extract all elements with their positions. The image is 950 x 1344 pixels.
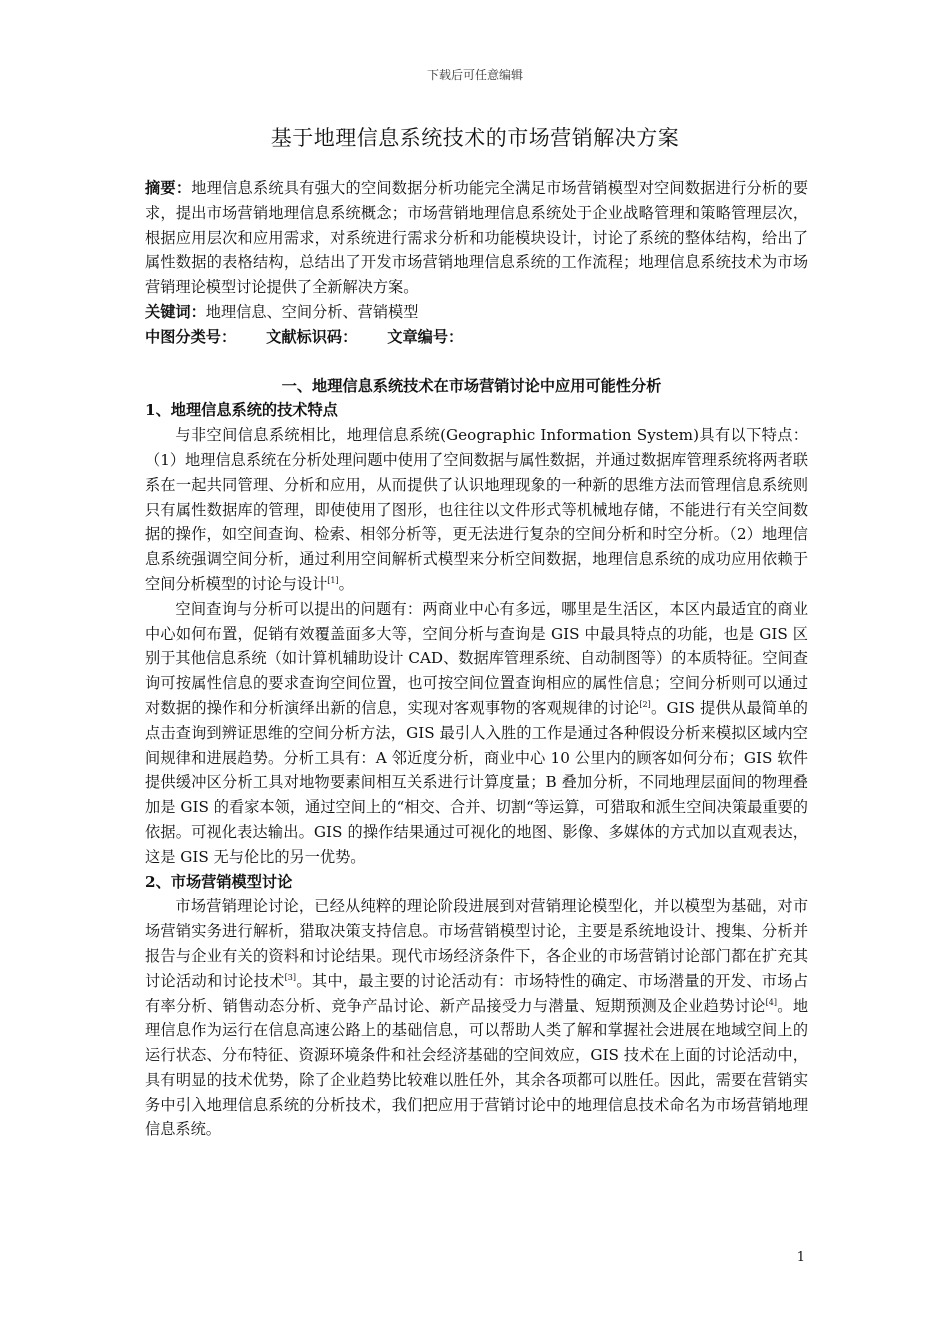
paragraph-3-text-a: 市场营销理论讨论，已经从纯粹的理论阶段进展到对营销理论模型化，并以模型为基础，对市场营销实务进行解析，猎取决策支持信息。市场营销模型讨论，主要是系统地设计、搜集、分析并报告与企业有关的资料和讨论结果。现代市场经济条件下，各企业的市场营销讨论部门都在扩充其讨论活动和讨论技术: [145, 897, 808, 990]
page-number: 1: [796, 1250, 805, 1265]
page-header: 下载后可任意编辑: [426, 68, 523, 82]
document-title: 基于地理信息系统技术的市场营销解决方案: [270, 126, 680, 150]
keywords-label: 关键词：: [145, 302, 206, 321]
abstract-text: 地理信息系统具有强大的空间数据分析功能完全满足市场营销模型对空间数据进行分析的要求，提出市场营销地理信息系统概念；市场营销地理信息系统处于企业战略管理和策略管理层次，根据应用层次和应用需求，对系统进行需求分析和功能模块设计，讨论了系统的整体结构，给出了属性数据的表格结构，总结出了开发市场营销地理信息系统的工作流程；地理信息系统技术为市场营销理论模型讨论提供了全新解决方案。: [145, 179, 809, 297]
abstract-label: 摘要：: [145, 179, 192, 197]
article-no-label: 文章编号：: [387, 327, 464, 346]
citation-ref-4: [4]: [765, 997, 777, 1007]
paragraph-2-text-b: 。GIS 提供从最简单的点击查询到辨证思维的空间分析方法，GIS 最引人入胜的工作是通过各种假设分析来模拟区域内空间规律和进展趋势。分析工具有：A 邻近度分析，商业中心 10 公里内的顾客如何分布；GIS 软件提供缓冲区分析工具对地物要素间相互关系进行计算度量；B 叠加分析，不同地理层面间的物理叠加是 GIS 的看家本领，通过空间上的“相交、合并、切割“等运算，可猎取和派生空间决策最重要的依据。可视化表达输出。GIS 的操作结果通过可视化的地图、影像、多媒体的方式加以直观表达，这是 GIS 无与伦比的另一优势。: [145, 698, 808, 866]
paragraph-3-text-b: 。其中，最主要的讨论活动有：市场特性的确定、市场潜量的开发、市场占有率分析、销售动态分析、竞争产品讨论、新产品接受力与潜量、短期预测及企业趋势讨论: [145, 971, 808, 1015]
paragraph-1-end: 。: [338, 574, 354, 593]
classification-line: [145, 325, 808, 350]
paragraph-1-text: 与非空间信息系统相比，地理信息系统(Geographic Information System)具有以下特点：（1）地理信息系统在分析处理问题中使用了空间数据与属性数据，并通过数据库管理系统将两者联系在一起共同管理、分析和应用，从而提供了认识地理现象的一种新的思维方法而管理信息系统则只有属性数据库的管理，即使使用了图形，也往往以文件形式等机械地存储，不能进行有关空间数据的操作，如空间查询、检索、相邻分析等，更无法进行复杂的空间分析和时空分析。（2）地理信息系统强调空间分析，通过利用空间解析式模型来分析空间数据，地理信息系统的成功应用依赖于空间分析模型的讨论与设计: [145, 426, 808, 593]
section-heading: 一、地理信息系统技术在市场营销讨论中应用可能性分析: [281, 376, 662, 395]
keywords-text: 地理信息、空间分析、营销模型: [205, 302, 419, 321]
keywords-line: [145, 300, 808, 325]
clc-label: 中图分类号：: [145, 327, 237, 346]
abstract-paragraph: [145, 176, 808, 300]
paragraph-3-text-c: 。地理信息作为运行在信息高速公路上的基础信息，可以帮助人类了解和掌握社会进展在地域空间上的运行状态、分布特征、资源环境条件和社会经济基础的空间效应，GIS 技术在上面的讨论活动中，具有明显的技术优势，除了企业趋势比较难以胜任外，其余各项都可以胜任。因此，需要在营销实务中引入地理信息系统的分析技术，我们把应用于营销讨论中的地理信息技术命名为市场营销地理信息系统。: [145, 996, 808, 1139]
citation-ref-3: [3]: [284, 972, 296, 982]
document-body: [145, 176, 808, 1142]
citation-ref-1: [1]: [327, 575, 339, 585]
citation-ref-2: [2]: [639, 699, 651, 709]
doc-code-label: 文献标识码：: [266, 327, 358, 346]
paragraph-1: [145, 423, 808, 597]
subsection-heading-1: 1、地理信息系统的技术特点: [145, 401, 338, 420]
paragraph-3: [145, 894, 808, 1142]
paragraph-2-text-a: 空间查询与分析可以提出的问题有：两商业中心有多远，哪里是生活区，本区内最适宜的商业中心如何布置，促销有效覆盖面多大等，空间分析与查询是 GIS 中最具特点的功能，也是 GIS 区别于其他信息系统（如计算机辅助设计 CAD、数据库管理系统、自动制图等）的本质特征。空间查询可按属性信息的要求查询空间位置，也可按空间位置查询相应的属性信息；空间分析则可以通过对数据的操作和分析演绎出新的信息，实现对客观事物的客观规律的讨论: [145, 599, 808, 717]
paragraph-2: [145, 597, 808, 870]
subsection-heading-2: 2、市场营销模型讨论: [145, 872, 293, 891]
